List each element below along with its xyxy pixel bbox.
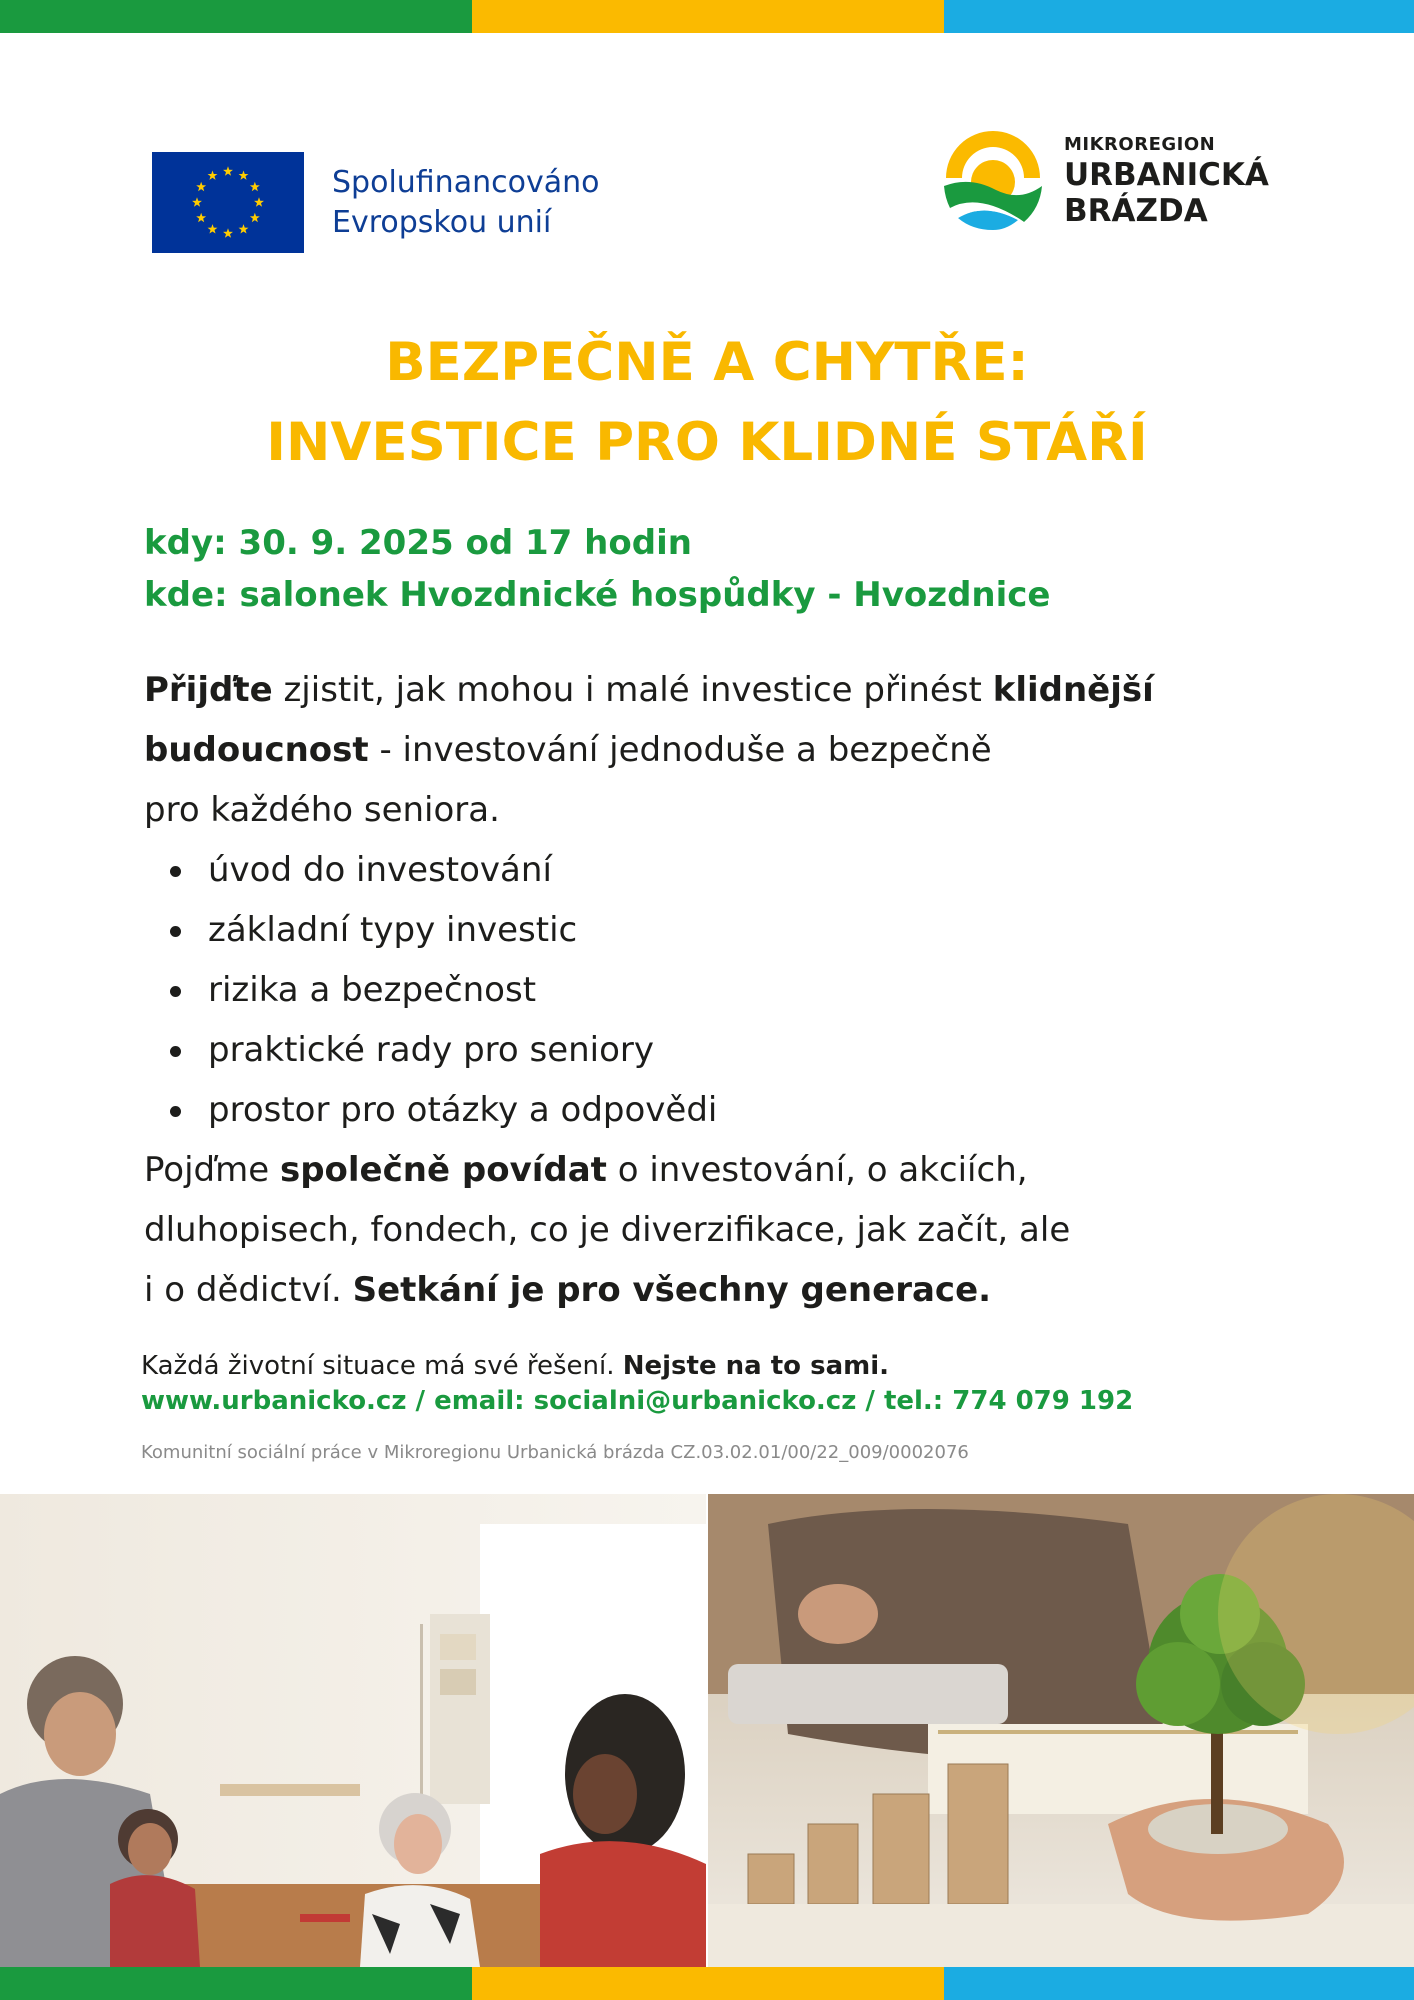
page-title	[0, 323, 1414, 483]
closing-text-1: Pojďme	[144, 1150, 280, 1190]
bottom-color-stripe	[0, 1967, 1414, 2000]
stripe-green	[0, 0, 472, 33]
closing-text-4: i o dědictví.	[144, 1270, 353, 1310]
stripe-yellow	[472, 0, 944, 33]
list-item-text: rizika a bezpečnost	[208, 970, 537, 1010]
list-item-text: praktické rady pro seniory	[208, 1030, 655, 1070]
event-details	[144, 517, 1050, 621]
stripe-green	[0, 1967, 472, 2000]
list-item	[144, 1020, 1284, 1080]
intro-text-2: - investování jednoduše a bezpečně	[368, 730, 992, 770]
event-where: kde: salonek Hvozdnické hospůdky - Hvozdnice	[144, 575, 1051, 615]
bullet-icon	[170, 986, 181, 997]
intro-bold-2: klidnější budoucnost	[144, 670, 1154, 770]
project-footnote: Komunitní sociální práce v Mikroregionu Urbanická brázda CZ.03.02.01/00/22_009/0002076	[141, 1442, 969, 1463]
title-line1: BEZPEČNĚ A CHYTŘE:	[385, 332, 1029, 393]
intro-text-1: zjistit, jak mohou i malé investice přinést	[272, 670, 993, 710]
closing-text-2: o investování, o akciích,	[606, 1150, 1028, 1190]
closing-text-3: dluhopisech, fondech, co je diverzifikace, jak začít, ale	[144, 1210, 1071, 1250]
region-logo-small: MIKROREGION	[1064, 134, 1216, 155]
stripe-blue	[944, 1967, 1414, 2000]
eu-cofunding-logo	[152, 152, 599, 253]
list-item	[144, 840, 1284, 900]
group-of-women-photo	[0, 1494, 706, 1967]
intro-bold-1: Přijďte	[144, 670, 273, 710]
mikroregion-logo	[940, 128, 1269, 234]
closing-bold-2: Setkání je pro všechny generace.	[352, 1270, 992, 1310]
list-item-text: prostor pro otázky a odpovědi	[208, 1090, 718, 1130]
intro-paragraph	[144, 660, 1284, 840]
list-item-text: základní typy investic	[208, 910, 578, 950]
stripe-yellow	[472, 1967, 944, 2000]
region-logo-text	[1064, 133, 1269, 229]
list-item	[144, 1080, 1284, 1140]
region-logo-line1: URBANICKÁ	[1064, 157, 1269, 193]
title-line2: INVESTICE PRO KLIDNÉ STÁŘÍ	[266, 412, 1148, 473]
tagline-bold: Nejste na to sami.	[622, 1351, 889, 1381]
list-item	[144, 960, 1284, 1020]
list-item	[144, 900, 1284, 960]
topic-list	[144, 840, 1284, 1140]
bullet-icon	[170, 926, 181, 937]
coins-and-tree-photo	[708, 1494, 1414, 1967]
bullet-icon	[170, 1106, 181, 1117]
eu-logo-line1: Spolufinancováno	[332, 164, 600, 200]
event-description	[144, 660, 1284, 1320]
coins-and-tree-icon	[708, 1494, 1414, 1967]
bullet-icon	[170, 1046, 181, 1057]
contact-info: www.urbanicko.cz / email: socialni@urbanicko.cz / tel.: 774 079 192	[141, 1386, 1134, 1416]
tagline-text: Každá životní situace má své řešení.	[141, 1351, 623, 1381]
event-when: kdy: 30. 9. 2025 od 17 hodin	[144, 523, 692, 563]
list-item-text: úvod do investování	[208, 850, 552, 890]
top-color-stripe	[0, 0, 1414, 33]
eu-logo-line2: Evropskou unií	[332, 204, 552, 240]
eu-logo-text	[332, 163, 599, 243]
bullet-icon	[170, 866, 181, 877]
region-logo-line2: BRÁZDA	[1064, 193, 1208, 229]
sun-and-field-icon	[940, 128, 1046, 234]
group-of-women-icon	[0, 1494, 706, 1967]
tagline	[141, 1349, 889, 1383]
closing-bold-1: společně povídat	[279, 1150, 607, 1190]
eu-flag-icon	[152, 152, 304, 253]
stripe-blue	[944, 0, 1414, 33]
closing-paragraph	[144, 1140, 1284, 1320]
intro-text-3: pro každého seniora.	[144, 790, 500, 830]
